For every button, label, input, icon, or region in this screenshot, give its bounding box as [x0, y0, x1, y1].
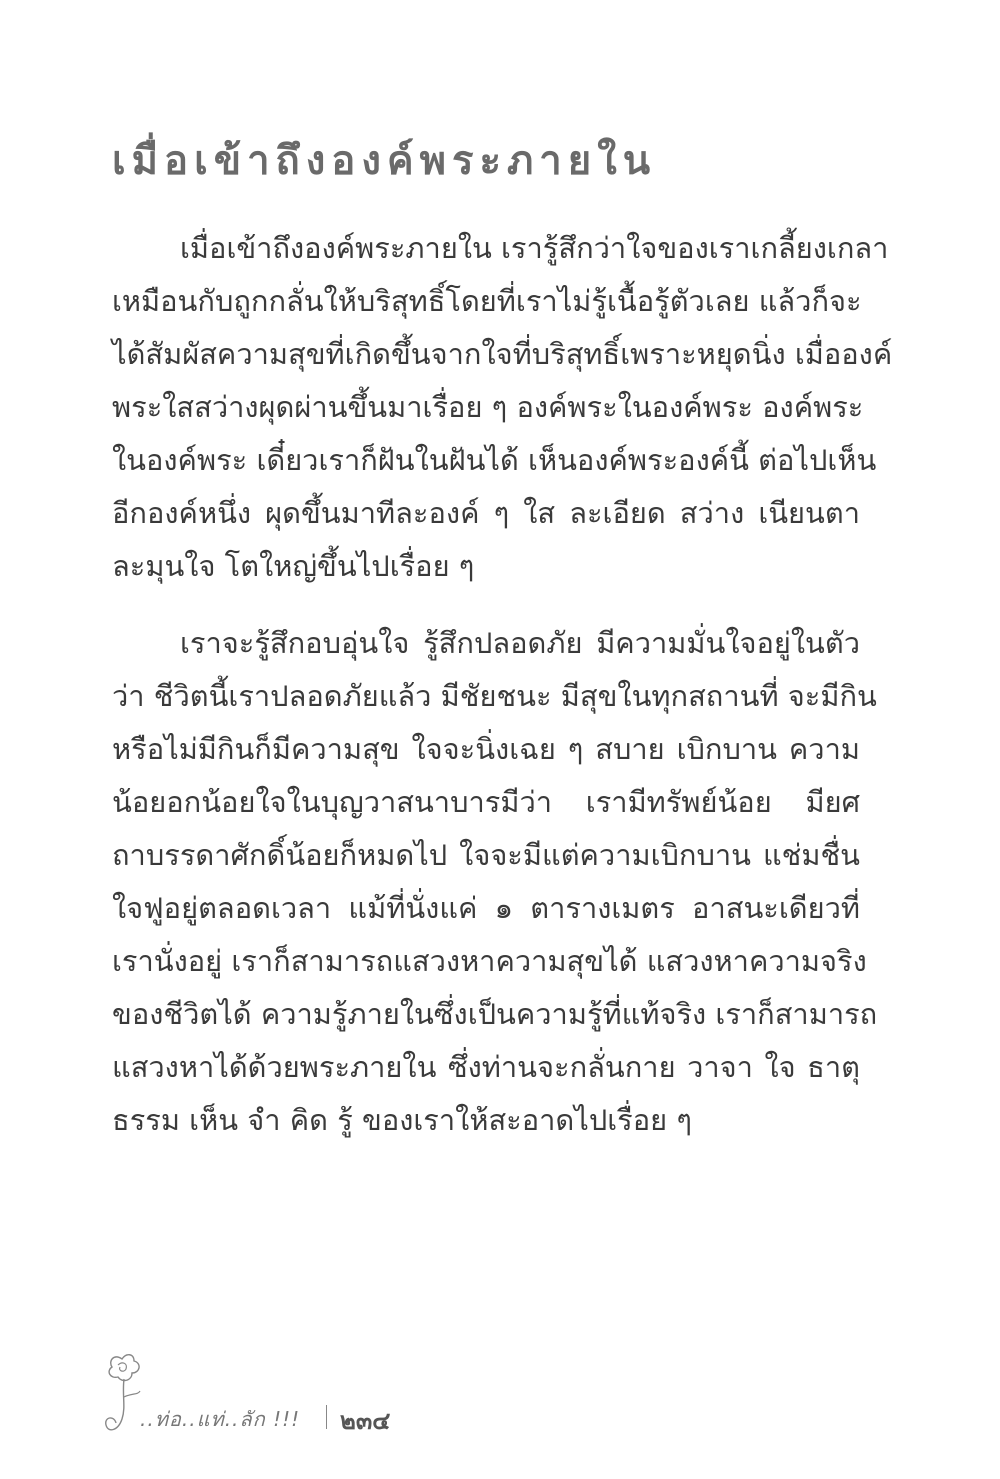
- paragraph-2: [112, 617, 878, 1147]
- paragraph-line: พระใสสว่างผุดผ่านขึ้นมาเรื่อย ๆ องค์พระในองค์พระ องค์พระ: [112, 390, 864, 424]
- paragraph-line: ว่า ชีวิตนี้เราปลอดภัยแล้ว มีชัยชนะ มีสุขในทุกสถานที่ จะมีกิน: [112, 679, 877, 713]
- paragraph-line: ใจฟูอยู่ตลอดเวลา แม้ที่นั่งแค่ ๑ ตารางเมตร อาสนะเดียวที่: [112, 891, 860, 925]
- paragraph-line: ของชีวิตได้ ความรู้ภายในซึ่งเป็นความรู้ที่แท้จริง เราก็สามารถ: [112, 997, 878, 1031]
- paragraph-line: ถาบรรดาศักดิ์น้อยก็หมดไป ใจจะมีแต่ความเบิกบาน แช่มชื่น: [112, 838, 860, 872]
- footer-tagline: ..ท่อ..แท่..ลัก !!!: [140, 1407, 301, 1431]
- paragraph-line: ได้สัมผัสความสุขที่เกิดขึ้นจากใจที่บริสุทธิ์เพราะหยุดนิ่ง เมื่อองค์: [112, 337, 893, 371]
- paragraph-1: [112, 222, 893, 593]
- paragraph-line: ในองค์พระ เดี๋ยวเราก็ฝันในฝันได้ เห็นองค์พระองค์นี้ ต่อไปเห็น: [112, 443, 877, 477]
- body-text: [112, 222, 893, 1171]
- paragraph-line: ธรรม เห็น จำ คิด รู้ ของเราให้สะอาดไปเรื่อย ๆ: [112, 1103, 692, 1137]
- paragraph-line: หรือไม่มีกินก็มีความสุข ใจจะนิ่งเฉย ๆ สบาย เบิกบาน ความ: [112, 732, 860, 766]
- paragraph-line: เราจะรู้สึกอบอุ่นใจ รู้สึกปลอดภัย มีความมั่นใจอยู่ในตัว: [180, 626, 860, 660]
- chapter-heading: เมื่อเข้าถึงองค์พระภายใน: [112, 137, 657, 184]
- paragraph-line: ละมุนใจ โตใหญ่ขึ้นไปเรื่อย ๆ: [112, 549, 475, 583]
- paragraph-line: เรานั่งอยู่ เราก็สามารถแสวงหาความสุขได้ แสวงหาความจริง: [112, 944, 867, 978]
- paragraph-line: อีกองค์หนึ่ง ผุดขึ้นมาทีละองค์ ๆ ใส ละเอียด สว่าง เนียนตา: [112, 496, 860, 530]
- page-number: ๒๓๔: [340, 1407, 391, 1435]
- paragraph-line: เหมือนกับถูกกลั่นให้บริสุทธิ์โดยที่เราไม่รู้เนื้อรู้ตัวเลย แล้วก็จะ: [112, 284, 862, 318]
- paragraph-line: น้อยอกน้อยใจในบุญวาสนาบารมีว่า เรามีทรัพย์น้อย มียศ: [112, 785, 860, 819]
- paragraph-line: เมื่อเข้าถึงองค์พระภายใน เรารู้สึกว่าใจของเราเกลี้ยงเกลา: [180, 231, 889, 265]
- footer-divider: [326, 1405, 327, 1429]
- paragraph-line: แสวงหาได้ด้วยพระภายใน ซึ่งท่านจะกลั่นกาย วาจา ใจ ธาตุ: [112, 1050, 860, 1084]
- page-footer: [100, 1345, 420, 1445]
